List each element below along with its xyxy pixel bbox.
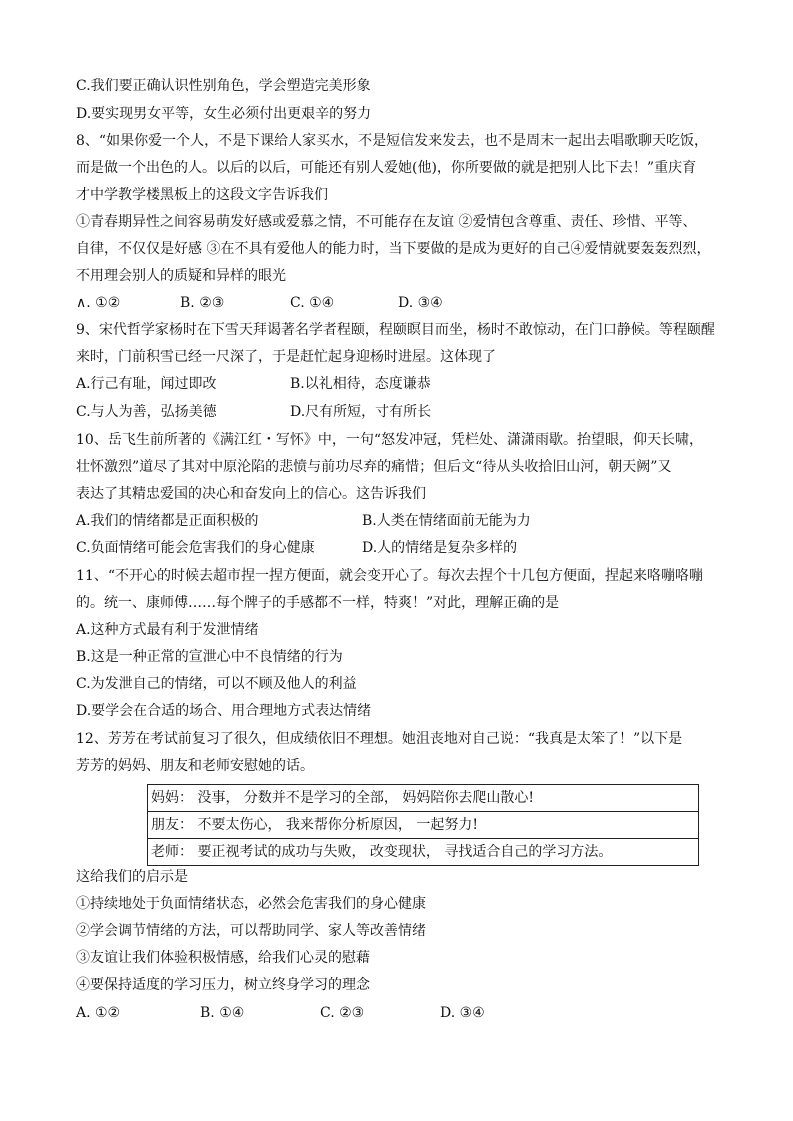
q7-option-d: D.要实现男女平等，女生必须付出更艰辛的努力 — [76, 106, 372, 122]
q11-option-d: D.要学会在合适的场合、用合理地方式表达情绪 — [76, 703, 372, 719]
q8-stem-line-2: 而是做一个出色的人。以后的以后，可能还有别人爱她(他)，你所要做的就是把别人比下去！”重庆育 — [76, 160, 697, 176]
q9-option-b: B.以礼相待，态度谦恭 — [290, 376, 431, 392]
q12-option-b: B. ①④ — [200, 1005, 245, 1021]
q10-option-d: D.人的情绪是复杂多样的 — [362, 540, 518, 556]
quote-mom: 妈妈： 没事， 分数并不是学习的全部， 妈妈陪你去爬山散心! — [148, 785, 699, 812]
table-row — [148, 812, 699, 839]
q11-option-b: B.这是一种正常的宣泄心中不良情绪的行为 — [76, 649, 343, 665]
q12-quote-table — [147, 784, 699, 866]
q12-statement-2: ②学会调节情绪的方法，可以帮助同学、家人等改善情绪 — [76, 923, 426, 939]
q9-option-d: D.尺有所短，寸有所长 — [290, 404, 432, 420]
q8-option-d: D. ③④ — [398, 295, 443, 311]
q8-option-b: B. ②③ — [180, 295, 225, 311]
table-row — [148, 785, 699, 812]
q12-stem-line-2: 芳芳的妈妈、朋友和老师安慰她的话。 — [76, 758, 314, 774]
table-row — [148, 839, 699, 866]
q10-stem-line-2: 壮怀激烈”道尽了其对中原沦陷的悲愤与前功尽弃的痛惜；但后文“待从头收拾旧山河，朝天阙”又 — [76, 459, 672, 475]
q9-stem-line-2: 来时，门前积雪已经一尺深了，于是赶忙起身迎杨时进屋。这体现了 — [76, 349, 496, 365]
q10-option-a: A.我们的情绪都是正面积极的 — [76, 513, 259, 529]
q9-stem-line-1: 9、宋代哲学家杨时在下雪天拜谒著名学者程颐，程颐瞑目而坐，杨时不敢惊动，在门口静候。等程颐醒 — [76, 322, 715, 338]
q8-stem-line-3: 才中学教学楼黑板上的这段文字告诉我们 — [76, 187, 328, 203]
q8-statement-line-2: 自律，不仅仅是好感 ③在不具有爱他人的能力时，当下要做的是成为更好的自己④爱情就要轰轰烈烈， — [76, 241, 711, 257]
q9-option-a: A.行己有耻，闻过即改 — [76, 376, 217, 392]
q8-option-a: ∧. ①② — [76, 295, 121, 311]
q12-statement-4: ④要保持适度的学习压力，树立终身学习的理念 — [76, 977, 370, 993]
q8-statement-line-1: ①青春期异性之间容易萌发好感或爱慕之情，不可能存在友谊 ②爱情包含尊重、责任、珍惜、平等、 — [76, 214, 697, 230]
q11-stem-line-1: 11、“不开心的时候去超市捏一捏方便面，就会变开心了。每次去捏个十几包方便面，捏起来咯嘣咯嘣 — [76, 568, 703, 584]
q12-stem-line-1: 12、芳芳在考试前复习了很久，但成绩依旧不理想。她沮丧地对自己说：“我真是太笨了！”以下是 — [76, 731, 683, 747]
q10-stem-line-1: 10、岳飞生前所著的《满江红・写怀》中，一句“怒发冲冠，凭栏处、潇潇雨歇。抬望眼，仰天长啸， — [76, 432, 703, 448]
q12-statement-1: ①持续地处于负面情绪状态，必然会危害我们的身心健康 — [76, 896, 426, 912]
q12-statement-3: ③友谊让我们体验积极情感，给我们心灵的慰藉 — [76, 950, 370, 966]
q12-option-a: A. ①② — [76, 1005, 121, 1021]
quote-teacher: 老师： 要正视考试的成功与失败， 改变现状， 寻找适合自己的学习方法。 — [148, 839, 699, 866]
q9-option-c: C.与人为善，弘扬美德 — [76, 404, 217, 420]
q8-option-c: C. ①④ — [290, 295, 335, 311]
q11-option-a: A.这种方式最有利于发泄情绪 — [76, 622, 259, 638]
q11-option-c: C.为发泄自己的情绪，可以不顾及他人的利益 — [76, 676, 357, 692]
q8-statement-line-3: 不用理会别人的质疑和异样的眼光 — [76, 268, 286, 284]
q12-option-d: D. ③④ — [440, 1005, 485, 1021]
q12-prompt: 这给我们的启示是 — [76, 869, 188, 885]
q7-option-c: C.我们要正确认识性别角色，学会塑造完美形象 — [76, 78, 371, 94]
q11-stem-line-2: 的。统一、康师傅……每个牌子的手感都不一样，特爽！”对此，理解正确的是 — [76, 595, 560, 611]
q10-stem-line-3: 表达了其精忠爱国的决心和奋发向上的信心。这告诉我们 — [76, 486, 426, 502]
q12-option-c: C. ②③ — [320, 1005, 365, 1021]
q10-option-b: B.人类在情绪面前无能为力 — [362, 513, 531, 529]
quote-friend: 朋友： 不要太伤心， 我来帮你分析原因， 一起努力! — [148, 812, 699, 839]
q8-stem-line-1: 8、“如果你爱一个人，不是下课给人家买水，不是短信发来发去，也不是周末一起出去唱歌聊天吃饭， — [76, 133, 709, 149]
q10-option-c: C.负面情绪可能会危害我们的身心健康 — [76, 540, 315, 556]
